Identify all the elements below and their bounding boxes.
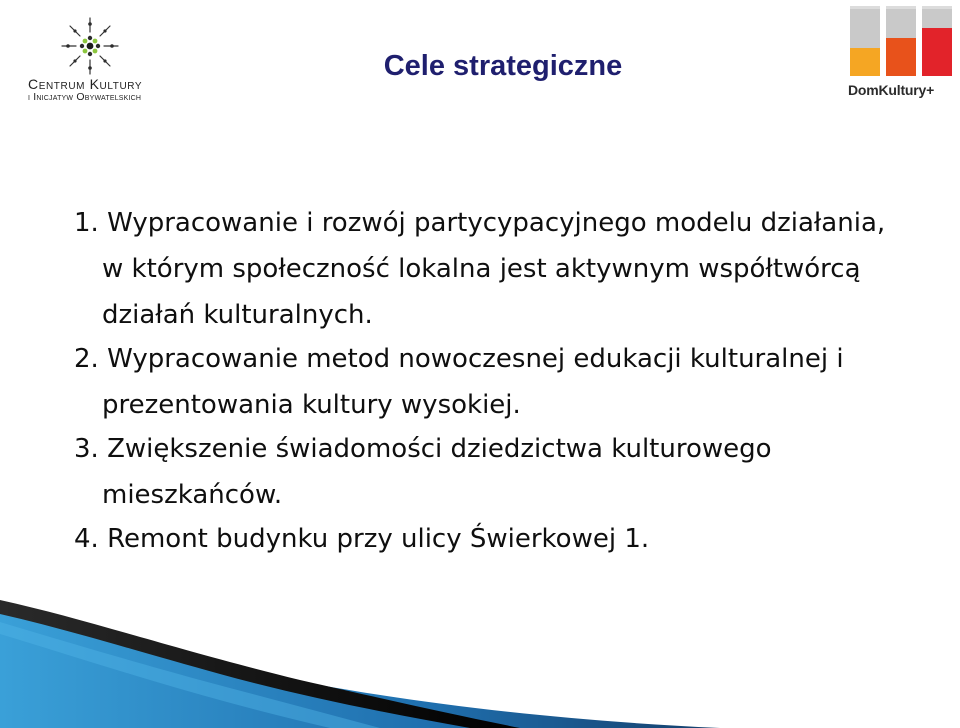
- decorative-wave: [0, 600, 960, 728]
- goal-text: Zwiększenie świadomości dziedzictwa kulturowego mieszkańców.: [102, 434, 772, 510]
- goal-text: Wypracowanie metod nowoczesnej edukacji kulturalnej i prezentowania kultury wysokiej.: [102, 344, 844, 420]
- logo-name-line2: i Inicjatyw Obywatelskich: [28, 91, 142, 103]
- goal-number: 4.: [74, 524, 99, 554]
- goal-text: Remont budynku przy ulicy Świerkowej 1.: [107, 524, 650, 554]
- goal-item-4: [74, 516, 914, 562]
- goal-item-3: [74, 426, 914, 518]
- goal-item-2: [74, 336, 914, 428]
- domkultury-brand-text: DomKultury+: [848, 82, 935, 98]
- goal-number: 1.: [74, 208, 99, 238]
- goal-item-1: [74, 200, 914, 338]
- goal-number: 2.: [74, 344, 99, 374]
- goals-list: [74, 200, 914, 560]
- goal-number: 3.: [74, 434, 99, 464]
- slide-title: Cele strategiczne: [383, 50, 623, 82]
- logo-name-line1: Centrum Kultury: [28, 76, 143, 92]
- goal-text: Wypracowanie i rozwój partycypacyjnego modelu działania, w którym społeczność lokalna jest aktywnym współtwórcą działań kulturalnych.: [102, 208, 886, 330]
